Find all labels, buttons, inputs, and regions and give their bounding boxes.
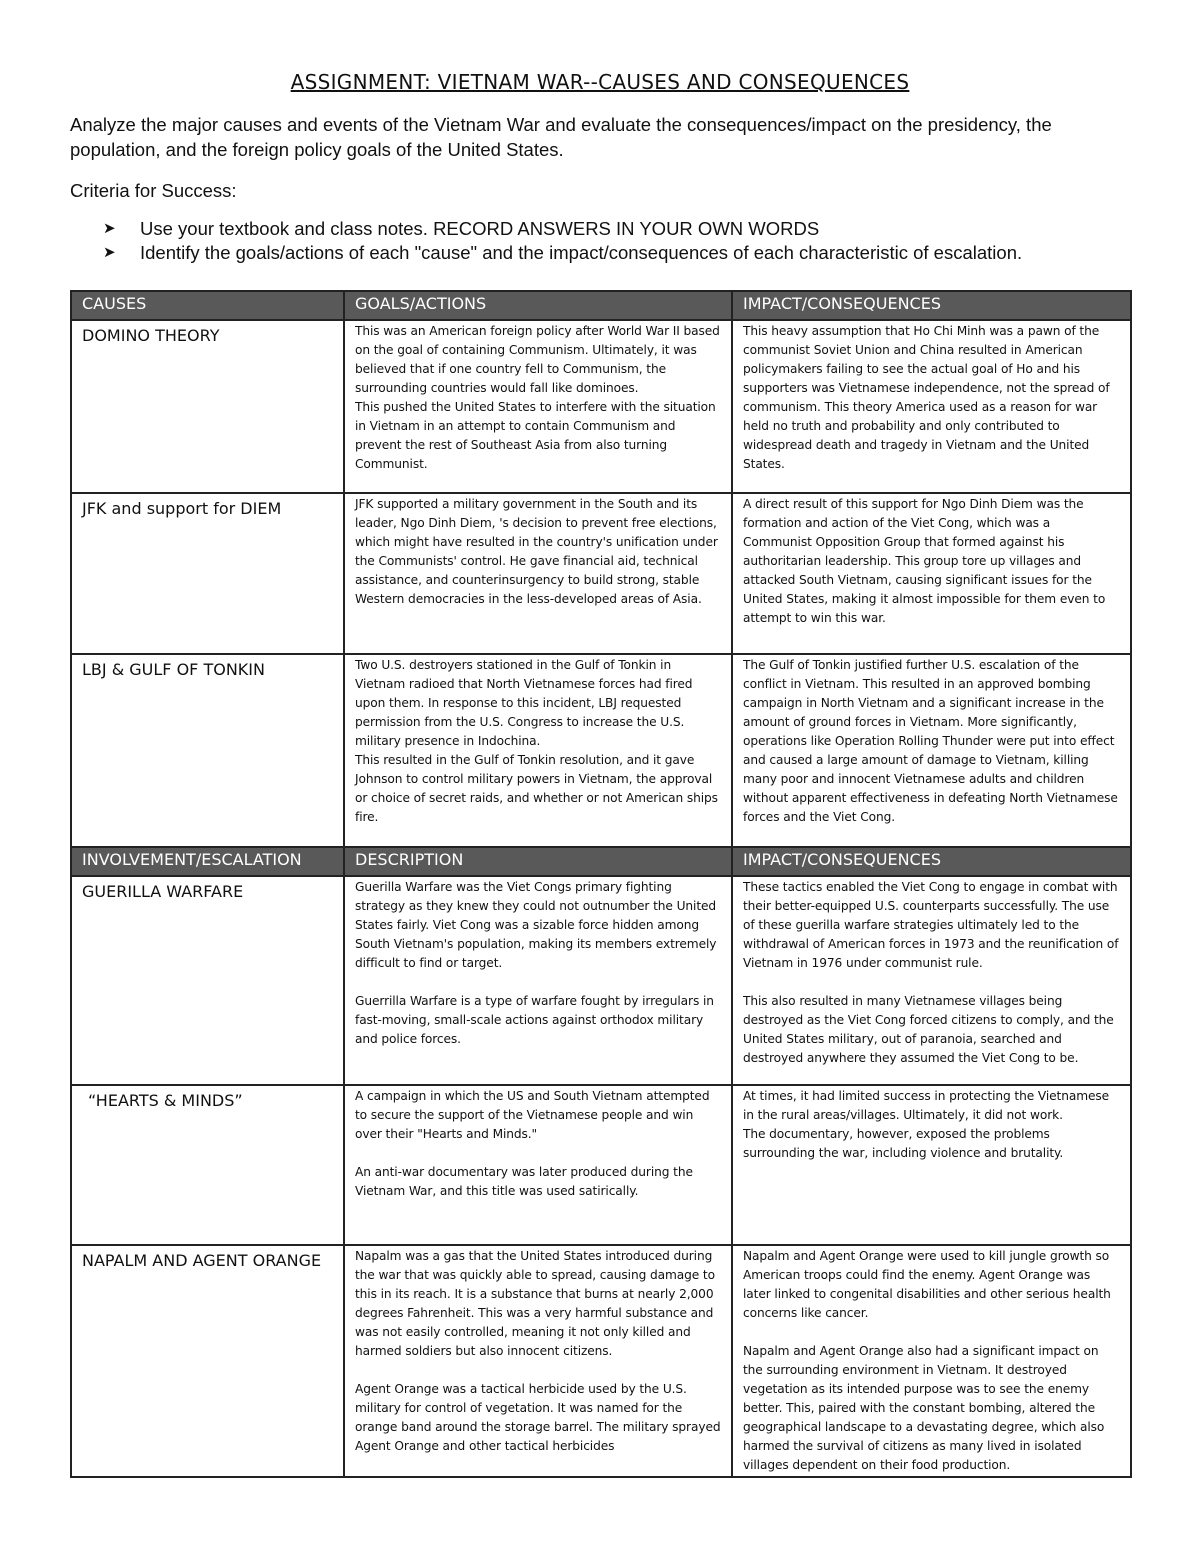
table-row	[71, 1245, 1131, 1477]
impact-cell: At times, it had limited success in protecting the Vietnamese in the rural areas/villages. Ultimately, it did not work. The documentary, however, exposed the problems surrounding the war, including violence and brutality.	[732, 1085, 1131, 1245]
causes-header-row	[71, 291, 1131, 320]
table-row	[71, 493, 1131, 654]
row-label: GUERILLA WARFARE	[71, 876, 344, 1085]
row-label: DOMINO THEORY	[71, 320, 344, 493]
header-causes: CAUSES	[71, 291, 344, 320]
impact-cell: Napalm and Agent Orange were used to kill jungle growth so American troops could find the enemy. Agent Orange was later linked to congenital disabilities and other serious health concerns like cancer. Napalm and Agent Orange also had a significant impact on the surrounding environment in Vietnam. It destroyed vegetation as its intended purpose was to see the enemy better. This, paired with the constant bombing, altered the geographical landscape to a devastating degree, which also harmed the survival of citizens as many lived in isolated villages dependent on their food production.	[732, 1245, 1131, 1477]
criteria-list	[103, 217, 1163, 265]
assignment-table	[70, 290, 1132, 1478]
row-label: “HEARTS & MINDS”	[71, 1085, 344, 1245]
arrow-bullet-icon: ➤	[103, 220, 116, 237]
row-label: JFK and support for DIEM	[71, 493, 344, 654]
header-goals-actions: GOALS/ACTIONS	[344, 291, 732, 320]
header-impact: IMPACT/CONSEQUENCES	[732, 847, 1131, 876]
impact-cell: A direct result of this support for Ngo Dinh Diem was the formation and action of the Viet Cong, which was a Communist Opposition Group that formed against his authoritarian leadership. This group tore up villages and attacked South Vietnam, causing significant issues for the United States, making it almost impossible for them even to attempt to win this war.	[732, 493, 1131, 654]
header-impact: IMPACT/CONSEQUENCES	[732, 291, 1131, 320]
criteria-label: Criteria for Success:	[70, 180, 237, 201]
table-row	[71, 654, 1131, 847]
criteria-item: ➤ Use your textbook and class notes. RECORD ANSWERS IN YOUR OWN WORDS	[103, 218, 820, 239]
table-row	[71, 1085, 1131, 1245]
table-row	[71, 320, 1131, 493]
goals-cell: Two U.S. destroyers stationed in the Gulf of Tonkin in Vietnam radioed that North Vietnamese forces had fired upon them. In response to this incident, LBJ requested permission from the U.S. Congress to increase the U.S. military presence in Indochina. This resulted in the Gulf of Tonkin resolution, and it gave Johnson to control military powers in Vietnam, the approval or choice of secret raids, and whether or not American ships fire.	[344, 654, 732, 847]
header-description: DESCRIPTION	[344, 847, 732, 876]
description-cell: A campaign in which the US and South Vietnam attempted to secure the support of the Vietnamese people and win over their "Hearts and Minds." An anti-war documentary was later produced during the Vietnam War, and this title was used satirically.	[344, 1085, 732, 1245]
impact-cell: This heavy assumption that Ho Chi Minh was a pawn of the communist Soviet Union and China resulted in American policymakers failing to see the actual goal of Ho and his supporters was Vietnamese independence, not the spread of communism. This theory America used as a reason for war held no truth and probability and only contributed to widespread death and tragedy in Vietnam and the United States.	[732, 320, 1131, 493]
intro-paragraph: Analyze the major causes and events of the Vietnam War and evaluate the consequences/impact on the presidency, the population, and the foreign policy goals of the United States.	[70, 114, 1052, 160]
escalation-header-row	[71, 847, 1131, 876]
goals-cell: JFK supported a military government in the South and its leader, Ngo Dinh Diem, 's decision to prevent free elections, which might have resulted in the country's unification under the Communists' control. He gave financial aid, technical assistance, and counterinsurgency to build strong, stable Western democracies in the less-developed areas of Asia.	[344, 493, 732, 654]
arrow-bullet-icon: ➤	[103, 244, 116, 261]
header-involvement: INVOLVEMENT/ESCALATION	[71, 847, 344, 876]
description-cell: Guerilla Warfare was the Viet Congs primary fighting strategy as they knew they could not outnumber the United States fairly. Viet Cong was a sizable force hidden among South Vietnam's population, making its members extremely difficult to find or target. Guerrilla Warfare is a type of warfare fought by irregulars in fast-moving, small-scale actions against orthodox military and police forces.	[344, 876, 732, 1085]
impact-cell: These tactics enabled the Viet Cong to engage in combat with their better-equipped U.S. counterparts successfully. The use of these guerilla warfare strategies ultimately led to the withdrawal of American forces in 1973 and the reunification of Vietnam in 1976 under communist rule. This also resulted in many Vietnamese villages being destroyed as the Viet Cong forced citizens to comply, and the United States military, out of paranoia, searched and destroyed anywhere they assumed the Viet Cong to be.	[732, 876, 1131, 1085]
row-label: LBJ & GULF OF TONKIN	[71, 654, 344, 847]
page-title: ASSIGNMENT: VIETNAM WAR--CAUSES AND CONSEQUENCES	[290, 70, 910, 94]
goals-cell: This was an American foreign policy after World War II based on the goal of containing Communism. Ultimately, it was believed that if one country fell to Communism, the surrounding countries would fall like dominoes. This pushed the United States to interfere with the situation in Vietnam in an attempt to contain Communism and prevent the rest of Southeast Asia from also turning Communist.	[344, 320, 732, 493]
table-row	[71, 876, 1131, 1085]
criteria-item: ➤ Identify the goals/actions of each "cause" and the impact/consequences of each characteristic of escalation.	[103, 242, 1023, 263]
description-cell: Napalm was a gas that the United States introduced during the war that was quickly able to spread, causing damage to this in its reach. It is a substance that burns at nearly 2,000 degrees Fahrenheit. This was a very harmful substance and was not easily controlled, meaning it not only killed and harmed soldiers but also innocent citizens. Agent Orange was a tactical herbicide used by the U.S. military for control of vegetation. It was named for the orange band around the storage barrel. The military sprayed Agent Orange and other tactical herbicides	[344, 1245, 732, 1477]
row-label: NAPALM AND AGENT ORANGE	[71, 1245, 344, 1477]
impact-cell: The Gulf of Tonkin justified further U.S. escalation of the conflict in Vietnam. This resulted in an approved bombing campaign in North Vietnam and a significant increase in the amount of ground forces in Vietnam. More significantly, operations like Operation Rolling Thunder were put into effect and caused a large amount of damage to Vietnam, killing many poor and innocent Vietnamese adults and children without apparent effectiveness in defeating North Vietnamese forces and the Viet Cong.	[732, 654, 1131, 847]
